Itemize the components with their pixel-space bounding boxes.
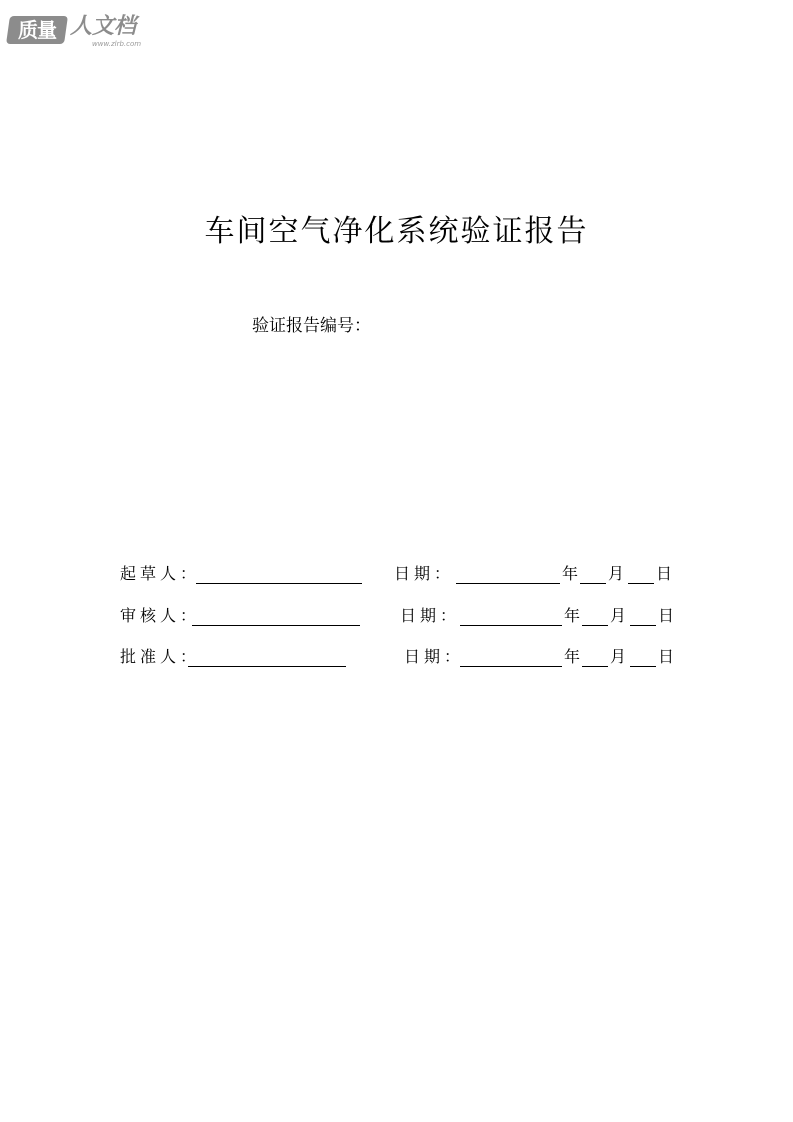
signature-row-approver [0, 645, 793, 669]
drafter-label: 起草人： [120, 564, 201, 583]
report-number-label: 验证报告编号： [252, 316, 371, 336]
reviewer-month-line[interactable] [582, 625, 608, 626]
reviewer-day-unit: 日 [658, 606, 675, 625]
approver-month-unit: 月 [610, 647, 627, 666]
reviewer-day-line[interactable] [630, 625, 656, 626]
reviewer-label: 审核人： [120, 606, 201, 625]
reviewer-year-unit: 年 [564, 606, 581, 625]
drafter-month-unit: 月 [608, 564, 625, 583]
approver-signature-line[interactable] [188, 666, 346, 667]
approver-day-unit: 日 [658, 647, 675, 666]
watermark-url: www.zlrb.com [92, 40, 142, 48]
reviewer-month-unit: 月 [610, 606, 627, 625]
reviewer-year-line[interactable] [460, 625, 562, 626]
reviewer-signature-line[interactable] [192, 625, 360, 626]
drafter-date-label: 日期： [394, 564, 455, 583]
watermark-logo-box [6, 16, 68, 44]
reviewer-date-label: 日期： [400, 606, 461, 625]
drafter-month-line[interactable] [580, 583, 606, 584]
watermark-logo [8, 10, 150, 50]
watermark-brand-text: 人文档 [70, 14, 137, 39]
drafter-signature-line[interactable] [196, 583, 362, 584]
approver-year-line[interactable] [460, 666, 562, 667]
approver-day-line[interactable] [630, 666, 656, 667]
watermark-box-text: 质量 [18, 18, 56, 42]
approver-date-label: 日期： [404, 647, 465, 666]
document-title: 车间空气净化系统验证报告 [204, 214, 589, 249]
signature-row-reviewer [0, 604, 793, 628]
approver-year-unit: 年 [564, 647, 581, 666]
drafter-day-line[interactable] [628, 583, 654, 584]
signature-row-drafter [0, 562, 793, 586]
approver-month-line[interactable] [582, 666, 608, 667]
drafter-year-unit: 年 [562, 564, 579, 583]
drafter-day-unit: 日 [656, 564, 673, 583]
approver-label: 批准人： [120, 647, 201, 666]
drafter-year-line[interactable] [456, 583, 560, 584]
